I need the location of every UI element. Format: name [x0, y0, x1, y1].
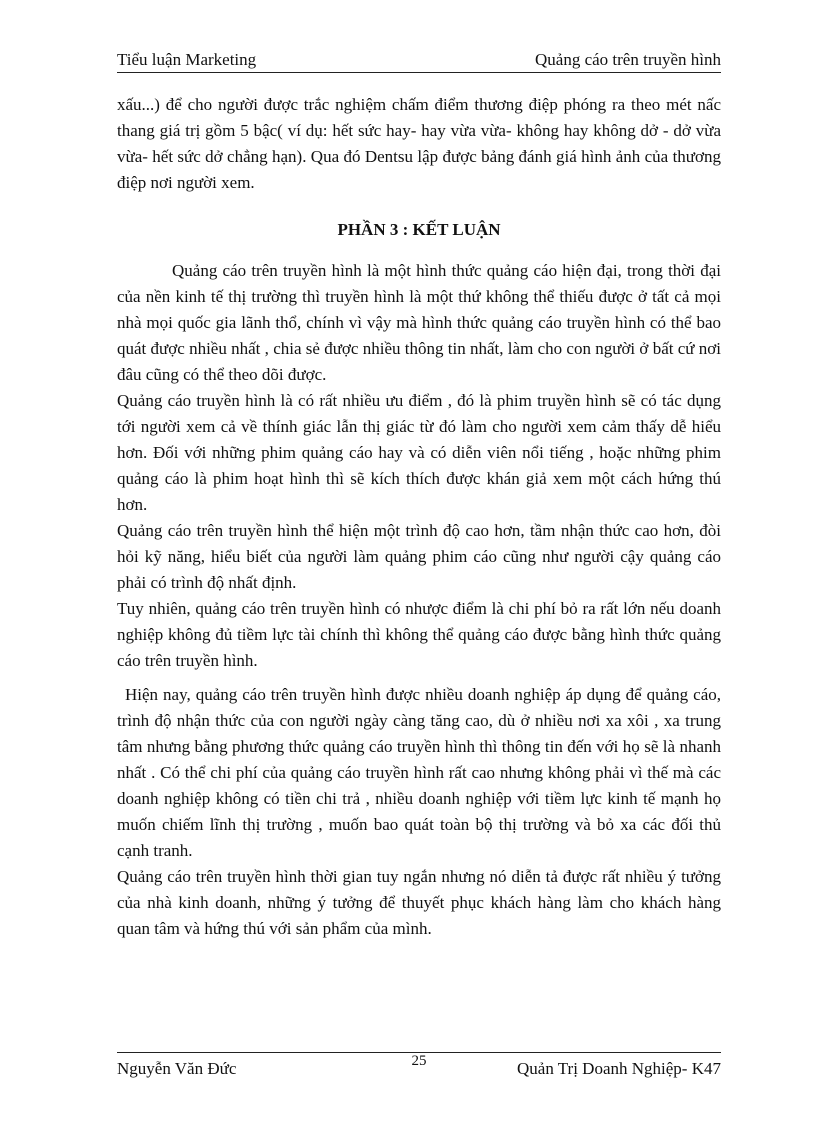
- body-paragraph: Quảng cáo trên truyền hình là một hình thức quảng cáo hiện đại, trong thời đại của nền kinh tế thị trường thì truyền hình là một thứ không thể thiếu được ở tất cả mọi nhà mọi quốc gia lãnh thổ, chính vì vậy mà hình thức quảng cáo truyền hình có thể bao quát được nhiều nhất , chia sẻ được nhiều thông tin nhất, làm cho con người ở bất cứ nơi đâu cũng có thể theo dõi được.: [117, 261, 721, 384]
- body-paragraph: Quảng cáo trên truyền hình thời gian tuy ngắn nhưng nó diễn tả được rất nhiều ý tưởng của nhà kinh doanh, những ý tưởng để thuyết phục khách hàng làm cho khách hàng quan tâm và hứng thú với sản phẩm của mình.: [117, 867, 721, 938]
- header-section-title: Quảng cáo trên truyền hình: [535, 50, 721, 69]
- section-heading: PHẦN 3 : KẾT LUẬN: [337, 220, 501, 239]
- intro-paragraph: xấu...) để cho người được trắc nghiệm chấm điểm thương điệp phóng ra theo mét nấc thang giá trị gồm 5 bậc( ví dụ: hết sức hay- hay vừa vừa- không hay không dở - dở vừa vừa- hết sức dở chẳng hạn). Qua đó Dentsu lập được bảng đánh giá hình ảnh của thương điệp nơi người xem.: [117, 95, 721, 192]
- body-paragraph: Tuy nhiên, quảng cáo trên truyền hình có nhược điểm là chi phí bỏ ra rất lớn nếu doanh nghiệp không đủ tiềm lực tài chính thì không thể quảng cáo được bằng hình thức quảng cáo trên truyền hình.: [117, 599, 721, 670]
- page-body: [117, 92, 721, 942]
- footer-author: Nguyễn Văn Đức: [117, 1059, 237, 1078]
- body-paragraph: Quảng cáo truyền hình là có rất nhiều ưu điểm , đó là phim truyền hình sẽ có tác dụng tới người xem cả về thính giác lẫn thị giác từ đó làm cho người xem cảm thấy dễ hiểu hơn. Đối với những phim quảng cáo hay và có diễn viên nổi tiếng , hoặc những phim quảng cáo là phim hoạt hình thì sẽ kích thích được khán giả xem một cách hứng thú hơn.: [117, 391, 721, 514]
- body-paragraph: Quảng cáo trên truyền hình thể hiện một trình độ cao hơn, tầm nhận thức cao hơn, đòi hỏi kỹ năng, hiểu biết của người làm quảng phim cáo cũng như người cậy quảng cáo phải có trình độ nhất định.: [117, 521, 721, 592]
- header-doc-title: Tiểu luận Marketing: [117, 50, 257, 69]
- page-header: [117, 48, 721, 73]
- page-number: 25: [411, 1053, 427, 1069]
- page-footer: [117, 1052, 721, 1083]
- body-paragraph: Hiện nay, quảng cáo trên truyền hình được nhiều doanh nghiệp áp dụng để quảng cáo, trình độ nhận thức của con người ngày càng tăng cao, dù ở nhiều nơi xa xôi , xa trung tâm nhưng bằng phương thức quảng cáo truyền hình thì thông tin đến với họ sẽ là nhanh nhất . Có thể chi phí của quảng cáo truyền hình rất cao nhưng không phải vì thế mà các doanh nghiệp không có tiền chi trả , nhiều doanh nghiệp với tiềm lực kinh tế mạnh họ muốn chiếm lĩnh thị trường , muốn bao quát toàn bộ thị trường và bỏ xa các đối thủ cạnh tranh.: [117, 685, 721, 860]
- footer-class: Quản Trị Doanh Nghiệp- K47: [517, 1059, 721, 1078]
